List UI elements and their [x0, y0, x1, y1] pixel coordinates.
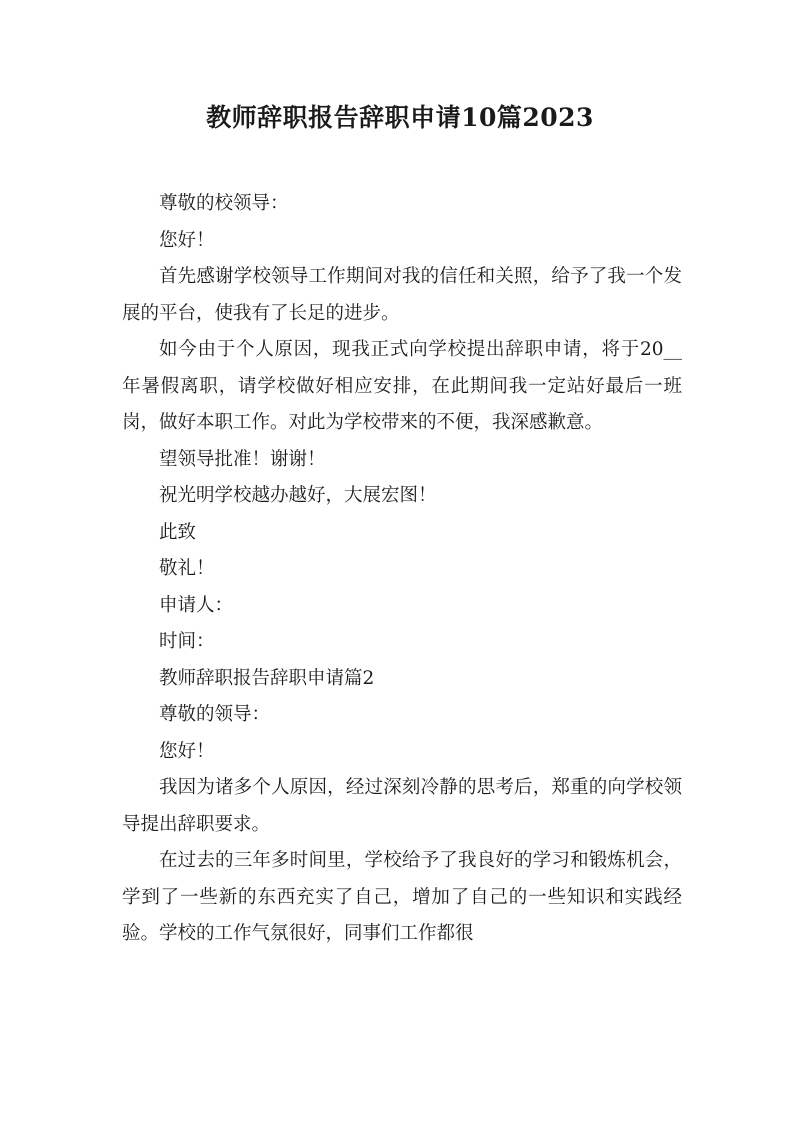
salutation: 尊敬的领导：: [159, 704, 271, 725]
closing-line: 敬礼！: [159, 558, 215, 579]
date-label: 时间：: [159, 631, 215, 652]
greeting: 您好！: [159, 740, 215, 762]
applicant-label: 申请人：: [159, 594, 234, 616]
greeting: 您好！: [159, 229, 215, 251]
salutation: 尊敬的校领导：: [159, 193, 289, 214]
paragraph: 我因为诸多个人原因，经过深刻冷静的思考后，郑重的向学校领导提出辞职要求。: [122, 777, 682, 835]
paragraph: 在过去的三年多时间里，学校给予了我良好的学习和锻炼机会，学到了一些新的东西充实了自己，增加了自己的一些知识和实践经验。学校的工作气氛很好，同事们工作都很: [122, 850, 682, 944]
paragraph: 首先感谢学校领导工作期间对我的信任和关照，给予了我一个发展的平台，使我有了长足的进步。: [122, 266, 682, 324]
closing-line: 此致: [159, 521, 197, 543]
paragraph: 望领导批准！谢谢！: [159, 448, 326, 470]
section-heading: 教师辞职报告辞职申请篇2: [159, 667, 375, 689]
document-title: 教师辞职报告辞职申请10篇2023: [206, 103, 594, 132]
paragraph: 祝光明学校越办越好，大展宏图！: [159, 485, 437, 506]
document-body: [122, 186, 682, 953]
paragraph: 如今由于个人原因，现我正式向学校提出辞职申请，将于20__年暑假离职，请学校做好相应安排，在此期间我一定站好最后一班岗，做好本职工作。对此为学校带来的不便，我深感歉意。: [122, 339, 682, 433]
